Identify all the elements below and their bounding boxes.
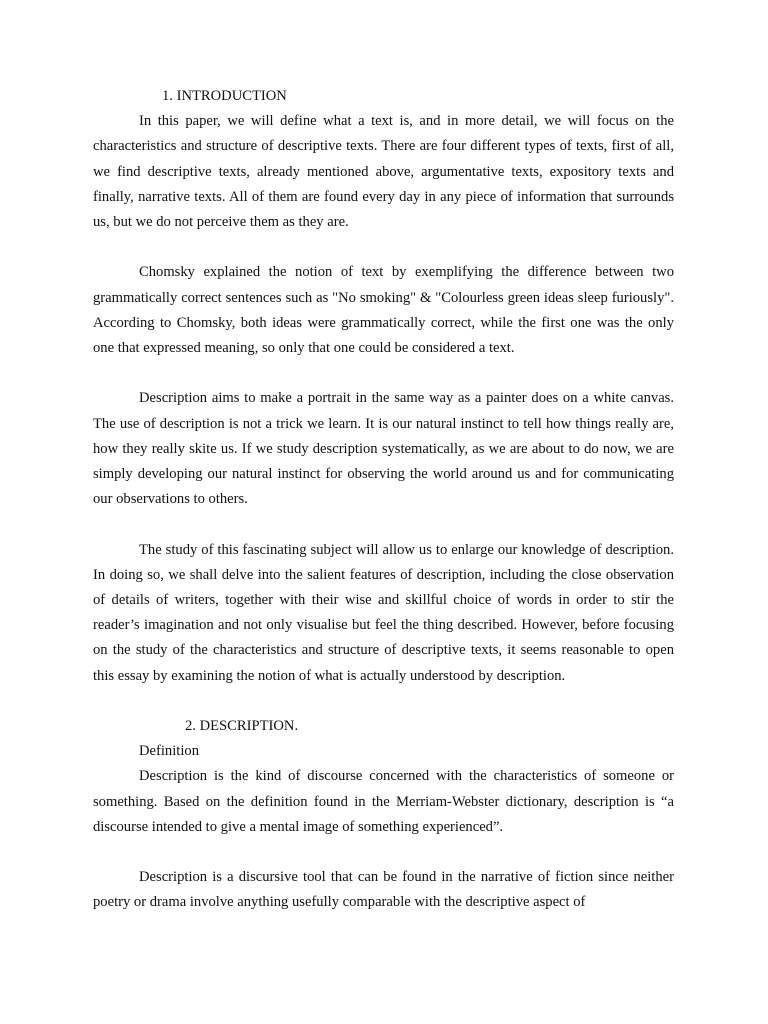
paragraph-intro-4: The study of this fascinating subject will allow us to enlarge our knowledge of description. In doing so, we shall delve into the salient features of description, including the close observation of details of writers, together with their wise and skillful choice of words in order to stir the reader’s imagination and not only visualise but feel the thing described. However, before focusing on the study of the characteristics and structure of descriptive texts, it seems reasonable to open this essay by examining the notion of what is actually understood by description.: [93, 541, 674, 684]
paragraph-intro-2: Chomsky explained the notion of text by exemplifying the difference between two grammatically correct sentences such as "No smoking" & "Colourless green ideas sleep furiously". According to Chomsky, both ideas were grammatically correct, while the first one was the only one that expressed meaning, so only that one could be considered a text.: [93, 264, 674, 357]
section-heading-introduction: 1. INTRODUCTION: [162, 88, 287, 104]
paragraph-description-2: Description is a discursive tool that can be found in the narrative of fiction since neither poetry or drama involve anything usefully comparable with the descriptive aspect of: [93, 869, 674, 911]
paragraph-spacer: [93, 840, 674, 865]
document-body: [93, 84, 674, 916]
paragraph-description-1: Description is the kind of discourse concerned with the characteristics of someone or something. Based on the definition found in the Merriam-Webster dictionary, description is “a discourse intended to give a mental image of something experienced”.: [93, 768, 674, 835]
paragraph-intro-3: Description aims to make a portrait in the same way as a painter does on a white canvas. The use of description is not a trick we learn. It is our natural instinct to tell how things really are, how they really skite us. If we study description systematically, as we are about to do now, we are simply developing our natural instinct for observing the world around us and for communicating our observations to others.: [93, 390, 674, 508]
paragraph-spacer: [93, 361, 674, 386]
paragraph-spacer: [93, 512, 674, 537]
paragraph-intro-1: In this paper, we will define what a text is, and in more detail, we will focus on the characteristics and structure of descriptive texts. There are four different types of texts, first of all, we find descriptive texts, already mentioned above, argumentative texts, expository texts and finally, narrative texts. All of them are found every day in any piece of information that surrounds us, but we do not perceive them as they are.: [93, 113, 674, 231]
subheading-definition: Definition: [139, 743, 199, 760]
section-heading-description: 2. DESCRIPTION.: [185, 718, 299, 735]
paragraph-spacer: [93, 235, 674, 260]
paragraph-spacer: [93, 689, 674, 714]
